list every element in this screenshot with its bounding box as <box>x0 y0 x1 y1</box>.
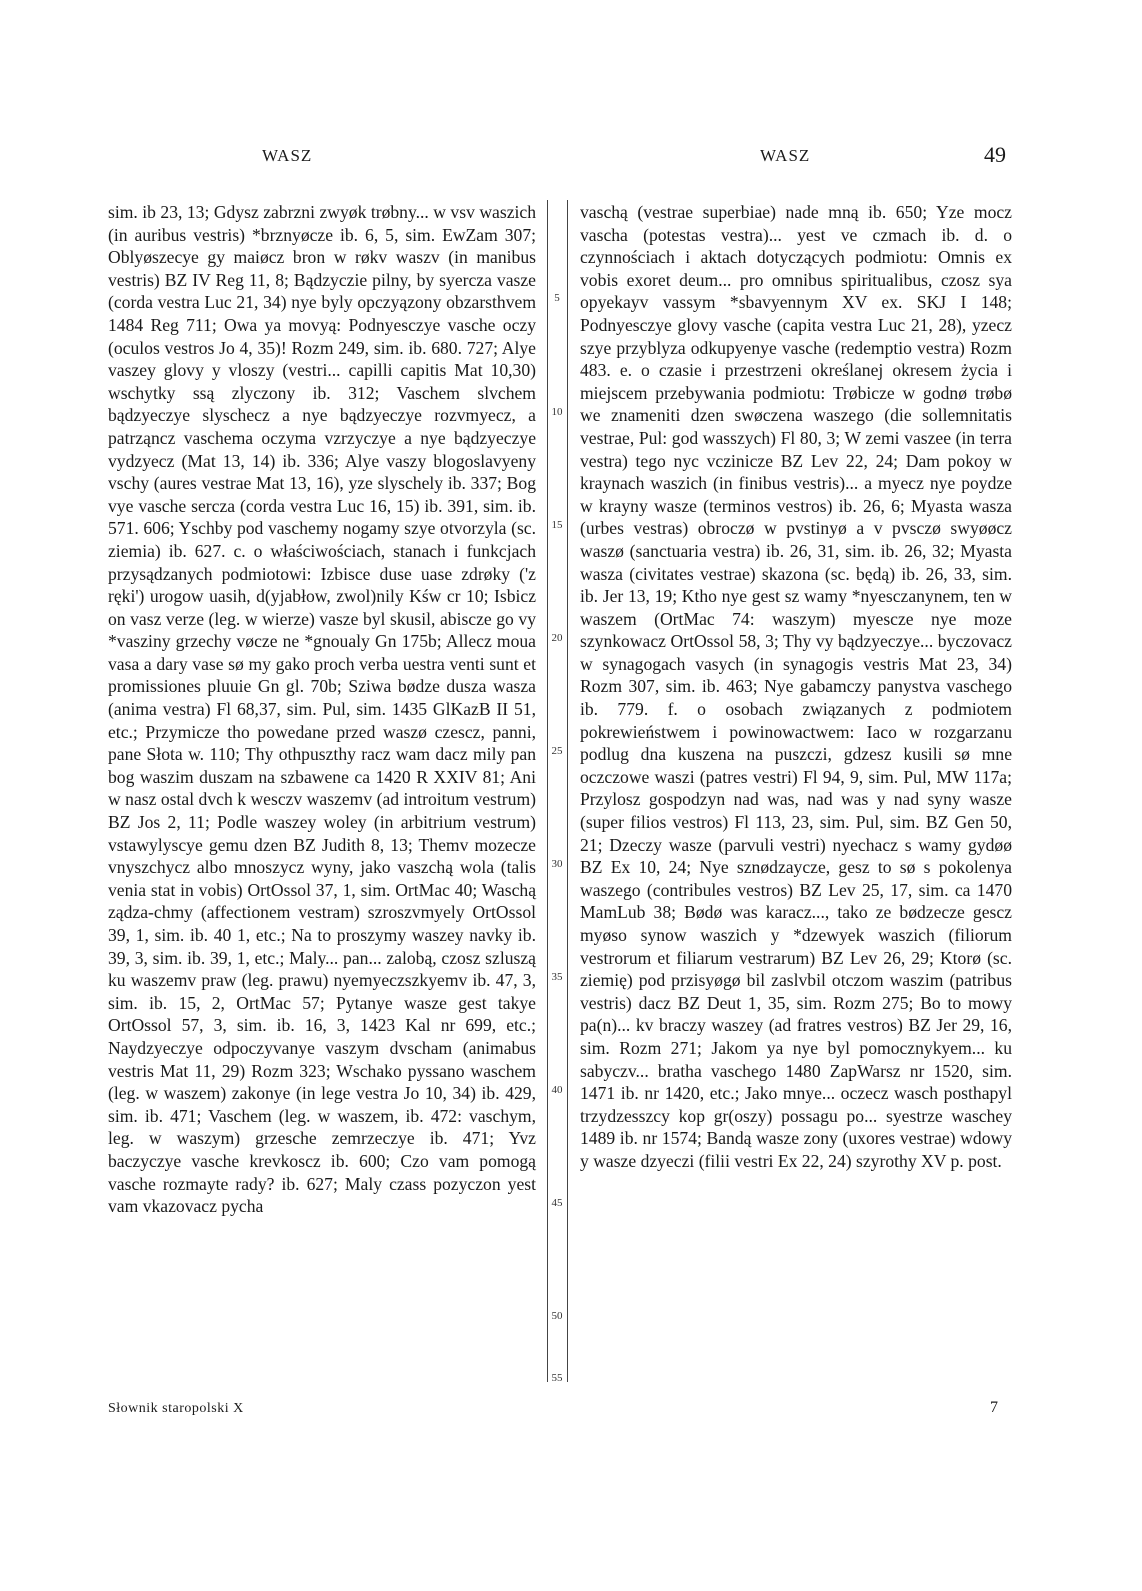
left-column <box>108 201 536 1218</box>
column-rule-right <box>567 200 568 1382</box>
page-number: 49 <box>984 142 1006 167</box>
line-number: 25 <box>551 745 563 757</box>
column-rule-left <box>547 200 548 1382</box>
line-number: 50 <box>551 1310 563 1322</box>
signature-mark: Słownik staropolski X <box>108 1401 244 1416</box>
running-head-right: WASZ <box>760 146 811 165</box>
line-number: 20 <box>551 632 563 644</box>
line-number: 10 <box>551 406 563 418</box>
line-number: 45 <box>551 1197 563 1209</box>
line-number: 30 <box>551 858 563 870</box>
sheet-number: 7 <box>990 1399 998 1416</box>
right-column-text: vaschą (vestrae superbiae) nade mną ib. 650; Yze mocz vascha (potestas vestra)... yest ve czmach ib. d. o czynnościach i aktach dotyczących podmiotu: Omnis ex vobis exoret deum... pro omnibus spiritualibus, czosz sya opyekayv vassym *sbavyennym XV ex. SKJ I 148; Podnyesczye glovy vasche (capita vestra Luc 21, 28), yzecz szye przyblyza odkupyenye vasche (redemptio vestra) Rozm 483. e. o czasie i przestrzeni określanej okresem życia i miejscem przebywania podmiotu: Trøbicze w godnø trøbø we znameniti dzen swøczena waszego (die sollemnitatis vestrae, Pul: god wasszych) Fl 80, 3; W zemi vaszee (in terra vestra) tego nyc vczinicze BZ Lev 22, 24; Dam pokoy w kraynach waszich (in finibus vestris)... a myecz nye poydze w krayny wasze (terminos vestros) ib. 26, 6; Myasta wasza (urbes vestras) obroczø w pvstinyø a v pvsczø swyøøcz waszø (sanctuaria vestra) ib. 26, 31, sim. ib. 26, 32; Myasta wasza (civitates vestrae) skazona (sc. będą) ib. 26, 33, sim. ib. Jer 13, 19; Ktho nye gest sz wamy *nyesczanynem, ten w waszem (OrtMac 74: waszym) myescze nye moze szynkowacz OrtOssol 58, 3; Thy vy bądzyeczye... byczovacz w synagogach vasych (in synagogis vestris Mat 23, 34) Rozm 307, sim. ib. 463; Nye gabamczy panystva vaschego ib. 779. f. o osobach związanych z podmiotem pokrewieństwem i powinowactwem: Iaco w rozgarzanu podlug dna kuszena na puszczi, gdzesz kusili sø mne oczczowe waszi (patres vestri) Fl 94, 9, sim. Pul, MW 117a; Przylosz gospodzyn nad was, nad was y nad syny wasze (super filios vestros) Fl 113, 23, sim. Pul, sim. BZ Gen 50, 21; Dzeczy wasze (parvuli vestri) nyechacz s wamy gydøø BZ Ex 10, 24; Nye sznødzaycze, gesz to sø s pokolenya waszego (contribules vestros) BZ Lev 25, 17, sim. ca 1470 MamLub 38; Bødø was karacz..., tako ze bødzecze gescz myøso synow waszich y *dzewyek waszich (filiorum vestrorum et filiarum vestrarum) BZ Lev 26, 29; Ktorø (sc. ziemię) pod przisyøgø bil zaslvbil otczom waszim (patribus vestris) dacz BZ Deut 1, 35, sim. Rozm 275; Bo to mowy pa(n)... kv braczy waszey (ad fratres vestros) BZ Jer 29, 16, sim. Rozm 271; Jakom ya nye byl pomocznykyem... ku sabyczv... bratha vaschego 1480 ZapWarsz nr 1520, sim. 1471 ib. nr 1420, etc.; Jako mnye... oczecz wasch posthapyl trzydzesszcy kop gr(oszy) possagu po... syestrze waschey 1489 ib. nr 1574; Bandą wasze zony (uxores vestrae) wdowy y wasze dzyeczi (filii vestri Ex 22, 24) szyrothy XV p. post. <box>580 202 1012 1171</box>
line-number: 55 <box>551 1372 563 1384</box>
left-column-text: sim. ib 23, 13; Gdysz zabrzni zwyøk trøbny... w vsv waszich (in auribus vestris) *brznyøcze ib. 6, 5, sim. EwZam 307; Oblyøszecye gy maiøcz bron w røkv waszv (in manibus vestris) BZ IV Reg 11, 8; Bądzyczie pilny, by syercza vasze (corda vestra Luc 21, 34) nye byly opczyązony obzarsthvem 1484 Reg 711; Owa ya movyą: Podnyesczye vasche oczy (oculos vestros Jo 4, 35)! Rozm 249, sim. ib. 680. 727; Alye vaszey glovy y vloszy (vestri... capilli capitis Mat 10,30) wschytky ssą zlyczony ib. 312; Vaschem slvchem bądzyeczye slyschecz a nye bądzyeczye rozvmyecz, a patrząncz vaschema oczyma vzrzyczye a nye bądzyeczye vydzyecz (Mat 13, 14) ib. 336; Alye vaszy blogoslavyeny vschy (aures vestrae Mat 13, 16), yze slyschely ib. 337; Bog vye vasche sercza (corda vestra Luc 16, 15) ib. 391, sim. ib. 571. 606; Yschby pod vaschemy nogamy szye otvorzyla (sc. ziemia) ib. 627. c. o właściwościach, stanach i funkcjach przysądzanych podmiotowi: Izbisce duse uase zdrøky ('z ręki') urogow uasih, d(yjabłow, zwol)nily Kśw cr 10; Isbicz on vasz verze (leg. w wierze) vasze byl skusil, abiscze go vy *vasziny grzechy vøcze ne *gnoualy Gn 175b; Allecz moua vasa a dary vase sø my gako proch verba uestra venti sunt et promissiones pluuie Gn gl. 70b; Sziwa bødze dusza wasza (anima vestra) Fl 68,37, sim. Pul, sim. 1435 GlKazB II 51, etc.; Przymicze tho powedane przed waszø czescz, panni, pane Słota w. 110; Thy othpuszthy racz wam dacz mily pan bog waszim duszam na szbawene ca 1420 R XXIV 81; Ani w nasz ostal dvch k wesczv waszemv (ad introitum vestrum) BZ Jos 2, 11; Podle waszey woley (in arbitrium vestrum) vstawylyscye gemu dzen BZ Judith 8, 13; Themv mozecze vnyszchycz albo mnoszycz wyny, jako vaszchą wola (talis venia stat in vobis) OrtOssol 37, 1, sim. OrtMac 40; Waschą ządza-chmy (affectionem vestram) szroszvmyely OrtOssol 39, 1, sim. ib. 40 1, etc.; Na to proszymy waszey navky ib. 39, 3, sim. ib. 39, 1, etc.; Maly... pan... zalobą, czosz szluszą ku waszemv praw (leg. prawu) nyemyeczszkyemv ib. 47, 3, sim. ib. 15, 2, OrtMac 57; Pytanye wasze gest takye OrtOssol 57, 3, sim. ib. 16, 3, 1423 Kal nr 699, etc.; Naydzyeczye odpoczyvanye vaszym dvscham (animabus vestris Mat 11, 29) Rozm 323; Wschako pyssano waschem (leg. w waszem) zakonye (in lege vestra Jo 10, 34) ib. 429, sim. ib. 471; Vaschem (leg. w waszem, ib. 472: vaschym, leg. w waszym) grzesche zemrzeczye ib. 471; Yvz baczyczye vasche krevkoscz ib. 600; Czo vam pomogą vasche rozmayte rady? ib. 627; Maly czass pozyczon yest vam vkazovacz pycha <box>108 202 536 1217</box>
line-number: 15 <box>551 519 563 531</box>
right-column <box>580 201 1012 1173</box>
line-number: 40 <box>551 1084 563 1096</box>
running-head-left: WASZ <box>262 146 313 165</box>
line-number: 35 <box>551 971 563 983</box>
line-number: 5 <box>554 292 560 304</box>
